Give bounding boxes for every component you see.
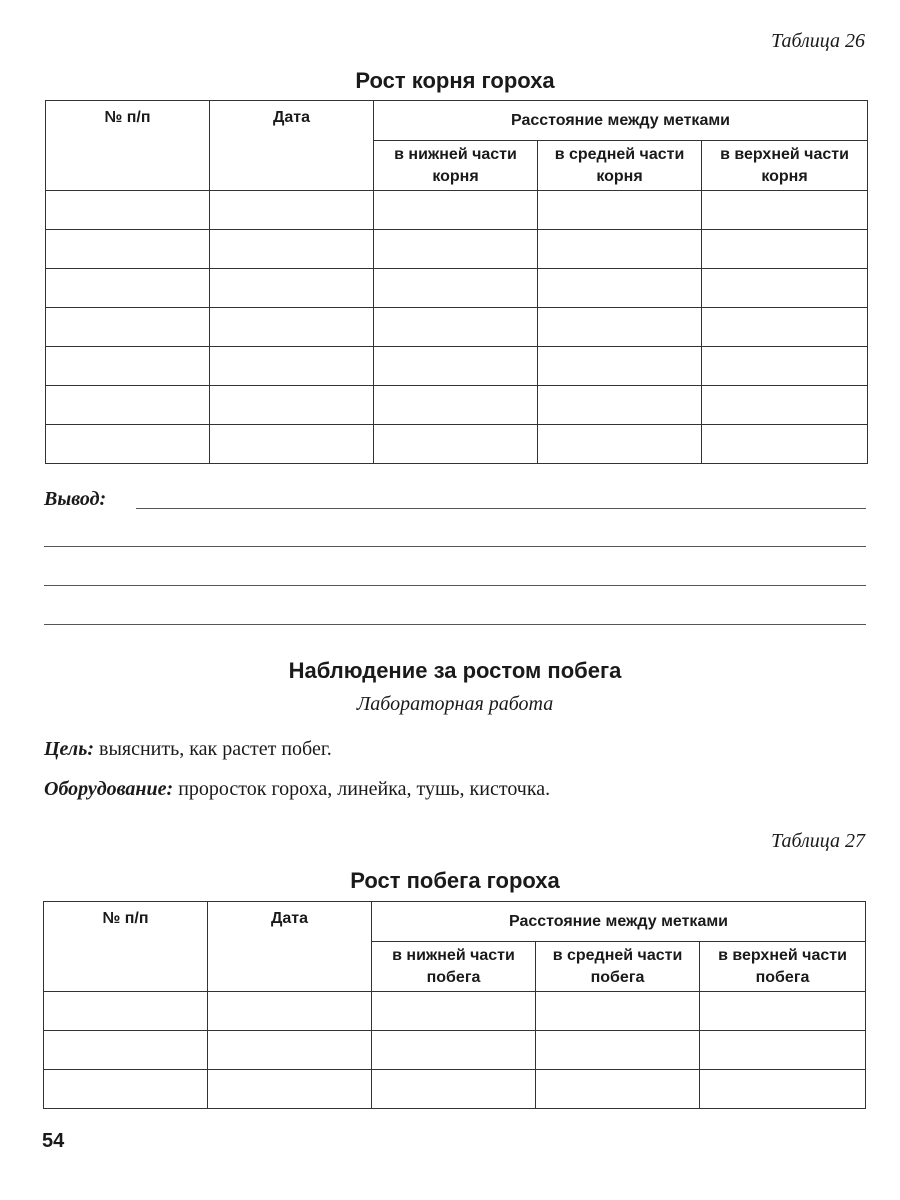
header-distance: Расстояние между метками [372, 902, 866, 942]
table-27 [43, 901, 866, 1109]
table-26-cell[interactable] [210, 308, 374, 347]
table-26-cell[interactable] [538, 308, 702, 347]
table-27-cell[interactable] [208, 1070, 372, 1109]
table-row [46, 269, 868, 308]
table-27-title: Рост побега гороха [350, 868, 560, 893]
table-27-cell[interactable] [536, 1070, 700, 1109]
table-27-cell[interactable] [700, 992, 866, 1031]
table-26-cell[interactable] [374, 425, 538, 464]
goal-paragraph [44, 738, 332, 761]
table-26-cell[interactable] [538, 230, 702, 269]
table-26-cell[interactable] [538, 386, 702, 425]
table-row [44, 1070, 866, 1109]
table-row [46, 230, 868, 269]
table-26-cell[interactable] [702, 269, 868, 308]
header-distance: Расстояние между метками [374, 101, 868, 141]
header-upper: в верхней части корня [702, 141, 868, 191]
table-26-cell[interactable] [702, 230, 868, 269]
table-26-cell[interactable] [46, 230, 210, 269]
table-27-cell[interactable] [44, 1070, 208, 1109]
conclusion-line[interactable] [136, 508, 866, 509]
conclusion-line[interactable] [44, 585, 866, 586]
table-26-cell[interactable] [702, 308, 868, 347]
table-26 [45, 100, 868, 464]
table-26-cell[interactable] [46, 347, 210, 386]
table-26-label: Таблица 26 [771, 30, 865, 52]
section-title: Наблюдение за ростом побега [288, 658, 622, 683]
table-26-cell[interactable] [46, 386, 210, 425]
table-26-cell[interactable] [210, 269, 374, 308]
page-number: 54 [42, 1130, 65, 1152]
table-row [44, 1031, 866, 1070]
table-26-cell[interactable] [702, 191, 868, 230]
header-middle: в средней части побега [536, 942, 700, 992]
header-num: № п/п [46, 101, 210, 191]
table-27-cell[interactable] [536, 992, 700, 1031]
table-26-cell[interactable] [374, 230, 538, 269]
goal-label: Цель: [44, 738, 94, 760]
table-26-cell[interactable] [46, 269, 210, 308]
table-26-cell[interactable] [46, 191, 210, 230]
table-27-cell[interactable] [700, 1031, 866, 1070]
table-row [46, 425, 868, 464]
header-lower: в нижней части корня [374, 141, 538, 191]
table-26-cell[interactable] [374, 386, 538, 425]
table-27-cell[interactable] [44, 1031, 208, 1070]
table-27-cell[interactable] [372, 1070, 536, 1109]
table-27-cell[interactable] [372, 1031, 536, 1070]
conclusion-line[interactable] [44, 546, 866, 547]
table-26-cell[interactable] [46, 308, 210, 347]
table-27-cell[interactable] [700, 1070, 866, 1109]
equipment-label: Оборудование: [44, 778, 174, 800]
table-26-cell[interactable] [374, 347, 538, 386]
equipment-text: проросток гороха, линейка, тушь, кисточка. [173, 778, 551, 800]
table-27-label: Таблица 27 [771, 830, 865, 852]
table-26-cell[interactable] [702, 425, 868, 464]
table-26-cell[interactable] [702, 347, 868, 386]
table-26-cell[interactable] [46, 425, 210, 464]
header-middle: в средней части корня [538, 141, 702, 191]
table-26-cell[interactable] [538, 269, 702, 308]
header-num: № п/п [44, 902, 208, 992]
header-date: Дата [210, 101, 374, 191]
table-26-cell[interactable] [210, 386, 374, 425]
table-26-cell[interactable] [538, 347, 702, 386]
table-26-title: Рост корня гороха [355, 68, 555, 93]
conclusion-line[interactable] [44, 624, 866, 625]
table-26-cell[interactable] [374, 308, 538, 347]
table-27-cell[interactable] [44, 992, 208, 1031]
header-lower: в нижней части побега [372, 942, 536, 992]
table-26-cell[interactable] [210, 230, 374, 269]
table-26-cell[interactable] [210, 425, 374, 464]
table-26-cell[interactable] [538, 425, 702, 464]
conclusion-label: Вывод: [44, 488, 107, 510]
equipment-paragraph [44, 778, 550, 801]
header-date: Дата [208, 902, 372, 992]
table-row [46, 386, 868, 425]
table-row [44, 992, 866, 1031]
table-27-cell[interactable] [372, 992, 536, 1031]
table-27-cell[interactable] [208, 1031, 372, 1070]
table-row [46, 347, 868, 386]
table-27-cell[interactable] [208, 992, 372, 1031]
table-26-cell[interactable] [210, 347, 374, 386]
table-26-cell[interactable] [210, 191, 374, 230]
goal-text: выяснить, как растет побег. [94, 738, 332, 760]
table-26-cell[interactable] [374, 269, 538, 308]
header-upper: в верхней части побега [700, 942, 866, 992]
table-row [46, 308, 868, 347]
table-27-cell[interactable] [536, 1031, 700, 1070]
table-26-cell[interactable] [374, 191, 538, 230]
table-26-cell[interactable] [702, 386, 868, 425]
table-row [46, 191, 868, 230]
section-subtitle: Лабораторная работа [356, 693, 554, 715]
table-26-cell[interactable] [538, 191, 702, 230]
